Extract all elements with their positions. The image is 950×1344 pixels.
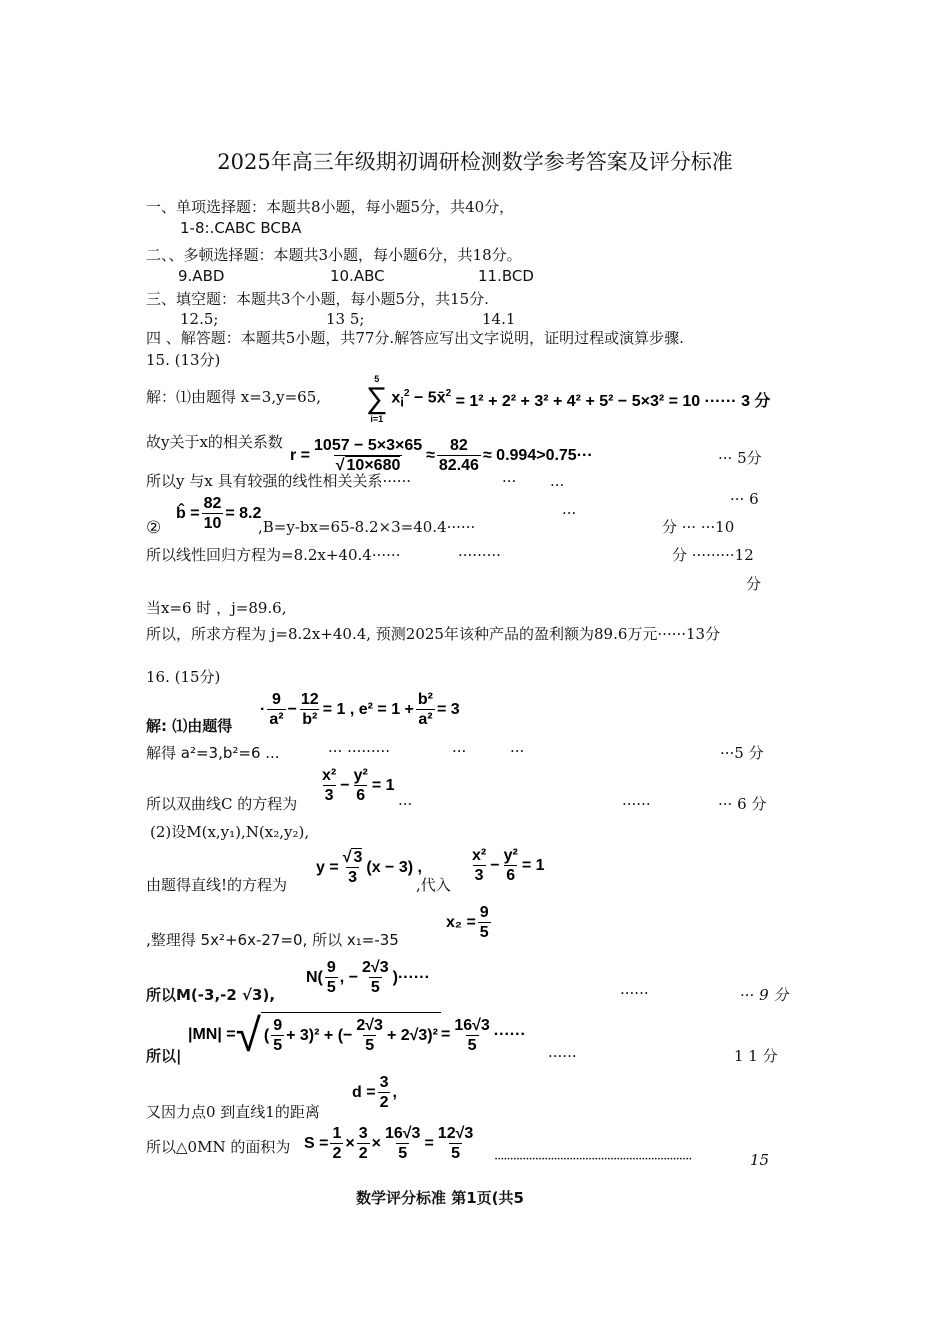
q15-score-12-unit: 分 xyxy=(746,575,762,593)
q16-score-6: ··· 6 分 xyxy=(718,795,767,813)
q15-line-3: 所以y 与x 具有较强的线性相关关系······ xyxy=(146,472,412,490)
q15-line-6: 当x=6 时 ，j=89.6, xyxy=(146,599,287,617)
section-1-heading: 一、单项选择题：本题共8小题，每小题5分，共40分， xyxy=(146,198,515,216)
q15-dots-3a: ··· xyxy=(502,472,517,490)
section-1-answers: 1-8:.CABC BCBA xyxy=(180,219,302,237)
q15-line-5: 所以线性回归方程为=8.2x+40.4······ xyxy=(146,546,401,564)
q16-header: 16. (15分) xyxy=(146,668,221,686)
q15-correlation-equation: r = $\frac{1057 - 5\times 3\times 65}{√ 10\times 680}$ ≈ $\frac{82}{82.46}$ ≈ 0.994>0.75··· xyxy=(290,437,593,474)
answer-12: 12.5; xyxy=(180,310,219,328)
page-title: 2025年高三年级期初调研检测数学参考答案及评分标准 xyxy=(217,150,733,174)
q15-sum-equation-right: = 1² + 2² + 3² + 4² + 5² − 5×3² = 10 ······ 3 分 xyxy=(455,392,771,410)
q16-x2-equation: x₂ = $\frac{9}{5}$ xyxy=(446,904,489,941)
section-2-heading: 二、、多顿选择题：本题共3小题，每小题6分，共18分。 xyxy=(146,246,522,264)
section-4-heading: 四 、解答题：本题共5小题，共77分.解答应写出文字说明，证明过程或演算步骤. xyxy=(146,329,684,347)
q15-score-12: 分 ·········12 xyxy=(672,546,754,564)
sigma-symbol: 5 ∑ i=1 xyxy=(366,374,388,424)
q15-dots-3b: ··· xyxy=(550,476,565,494)
q16-dots-3a: ··· xyxy=(398,795,413,813)
q16-score-15: 15 xyxy=(750,1151,770,1169)
q16-line-9: 又因力点0 到直线1的距离 xyxy=(146,1103,320,1121)
q15-line-1: 解：⑴由题得 x=3,y=65, xyxy=(146,388,322,406)
q16-dots-8: ······ xyxy=(548,1047,577,1065)
q16-dots-2b: ··· xyxy=(452,742,467,760)
q15-score-10: 分 ··· ···10 xyxy=(662,518,735,536)
q15-line-4: ,B=y-bx=65-8.2×3=40.4······ xyxy=(258,518,476,536)
q16-area-equation: S = $\frac{1}{2}$ × $\frac{3}{2}$ × $\frac{16√3}{5}$ = $\frac{12√3}{5}$ xyxy=(304,1125,474,1162)
q15-dots-mid: ··· xyxy=(562,504,577,522)
q15-line-7: 所以，所求方程为 j=8.2x+40.4, 预测2025年该种产品的盈利额为89.6万元······13分 xyxy=(146,625,721,643)
q16-substitute-equation: $\frac{\text{x²}}{3}$ − $\frac{\text{y²}}{6}$ = 1 xyxy=(472,847,545,884)
q16-dots-3b: ······ xyxy=(622,795,651,813)
q16-line-3: 所以双曲线C 的方程为 xyxy=(146,795,298,813)
q15-score-6: ··· 6 xyxy=(730,490,759,508)
q16-line-equation: y = $\frac{√ 3}{3}$ (x − 3) , xyxy=(316,849,422,886)
q16-line-7: 所以M(-3,-2 √3), xyxy=(146,986,276,1004)
q16-line-2: 解得 a²=3,b²=6 ... xyxy=(146,744,280,762)
q16-line-6: ,整理得 5x²+6x-27=0, 所以 x₁=-35 xyxy=(146,931,399,949)
q16-line-10: 所以△0MN 的面积为 xyxy=(146,1138,291,1156)
answer-10: 10.ABC xyxy=(330,267,385,285)
q15-circle-2: ② xyxy=(146,518,162,538)
q16-line-8: 所以| xyxy=(146,1047,182,1065)
q15-slope-equation: b̂ = $\frac{82}{10}$ = 8.2 xyxy=(176,495,262,532)
q15-score-5: ··· 5分 xyxy=(718,449,762,467)
q15-sum-equation: 5 ∑ i=1 $x_i^2$ − 5x̄$^2$ = 1² + 2² + 3² + 4² + 5² − 5×3² = 10 ······ 3 分 xyxy=(366,374,771,424)
section-3-heading: 三、填空题：本题共3个小题，每小题5分，共15分. xyxy=(146,290,489,308)
answer-13: 13 5; xyxy=(326,310,365,328)
q16-line-4: (2)设M(x,y₁),N(x₂,y₂), xyxy=(150,823,310,841)
q16-line-1: 解: ⑴由题得 xyxy=(146,717,233,735)
q16-distance-mn-equation: |MN| = √ ( $\frac{9}{5}$ + 3)² + (− $\frac{2√3}{5}$ + 2√3)² = $\frac{16√3}{5}$ ······ xyxy=(188,1009,526,1061)
answer-9: 9.ABD xyxy=(178,267,225,285)
q16-dots-7: ······ xyxy=(620,984,649,1002)
q16-condition-equation: · $\frac{9}{\text{a²}}$ − $\frac{12}{\text{b²}}$ = 1 , e² = 1 + $\frac{\text{b²}}{\text{a²}}$ = 3 xyxy=(260,691,460,728)
answer-11: 11.BCD xyxy=(478,267,534,285)
q16-dots-2a: ··· ········· xyxy=(328,742,390,760)
q15-header: 15. (13分) xyxy=(146,351,221,369)
q16-dots-2c: ··· xyxy=(510,742,525,760)
page-footer: 数学评分标准 第1页(共5 xyxy=(356,1189,524,1207)
q16-score-9: ··· 9 分 xyxy=(740,986,789,1004)
q16-score-5: ···5 分 xyxy=(720,744,764,762)
q16-distance-equation: d = $\frac{3}{2}$ , xyxy=(352,1074,397,1111)
q16-hyperbola-equation: $\frac{\text{x²}}{3}$ − $\frac{\text{y²}}{6}$ = 1 xyxy=(322,767,395,804)
q16-score-11: 1 1 分 xyxy=(734,1047,778,1065)
answer-14: 14.1 xyxy=(482,310,516,328)
q15-line-2: 故y关于x的相关系数 xyxy=(146,433,283,451)
q16-line-5-substitute: ,代入 xyxy=(416,876,451,894)
q16-point-n: N( $\frac{9}{5}$ , − $\frac{2√3}{5}$ )······ xyxy=(306,959,430,996)
q15-dots-5: ········· xyxy=(458,546,501,564)
q16-line-5: 由题得直线!的方程为 xyxy=(146,876,288,894)
q16-dots-10: ······························································· xyxy=(494,1152,692,1167)
